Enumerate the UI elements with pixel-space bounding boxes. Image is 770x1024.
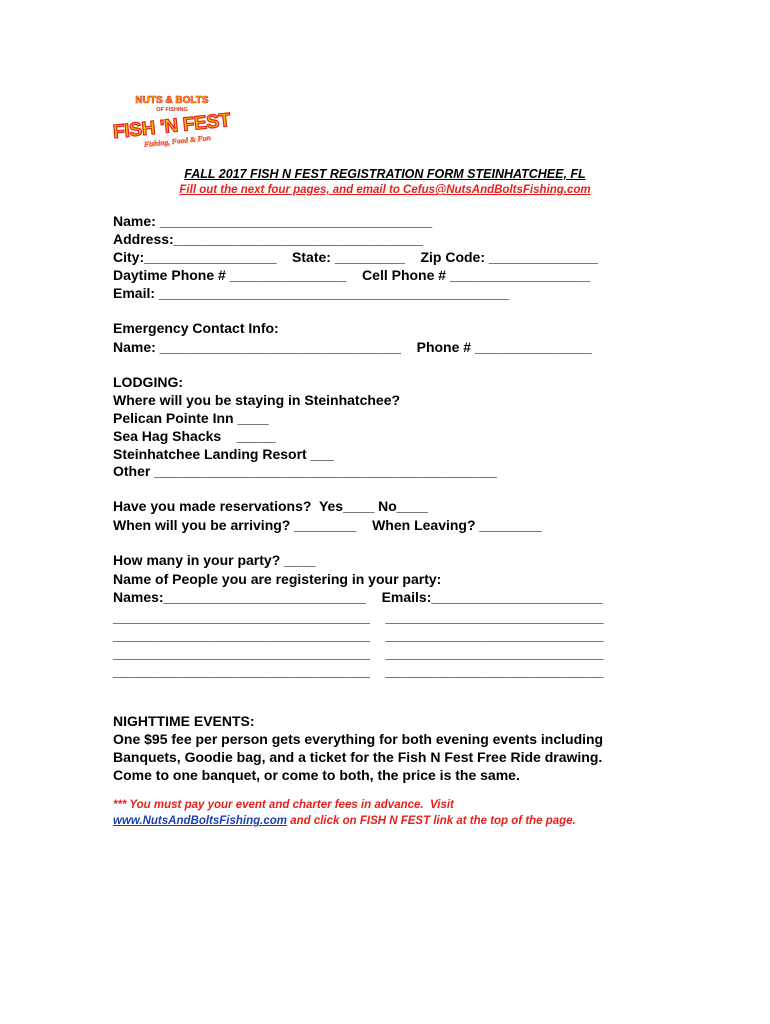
party-row[interactable]: _________________________________ ____________________________	[113, 663, 604, 679]
names-emails-header[interactable]: Names:__________________________ Emails:______________________	[113, 589, 603, 605]
party-row[interactable]: _________________________________ ____________________________	[113, 627, 604, 643]
nuts-and-bolts-fish-n-fest-logo	[108, 92, 236, 152]
lodging-option-steinhatchee-landing[interactable]: Steinhatchee Landing Resort ___	[113, 446, 334, 462]
lodging-question: Where will you be staying in Steinhatchee?	[113, 392, 401, 408]
address-field[interactable]: Address:________________________________	[113, 231, 423, 247]
lodging-option-pelican-pointe[interactable]: Pelican Pointe Inn ____	[113, 410, 269, 426]
lodging-option-sea-hag[interactable]: Sea Hag Shacks _____	[113, 428, 276, 444]
nighttime-events-text: Banquets, Goodie bag, and a ticket for the Fish N Fest Free Ride drawing.	[113, 749, 603, 765]
payment-notice-link-line	[113, 814, 576, 829]
nighttime-events-heading: NIGHTTIME EVENTS:	[113, 713, 255, 729]
nighttime-events-text: Come to one banquet, or come to both, the price is the same.	[113, 767, 520, 783]
emergency-name-phone-fields[interactable]: Name: _______________________________ Phone # _______________	[113, 339, 592, 355]
logo-tagline: Fishing, Food & Fun	[143, 133, 212, 149]
party-size-field[interactable]: How many in your party? ____	[113, 552, 316, 568]
party-row[interactable]: _________________________________ ____________________________	[113, 609, 604, 625]
reservations-question[interactable]: Have you made reservations? Yes____ No____	[113, 498, 428, 514]
arrival-leaving-fields[interactable]: When will you be arriving? ________ When Leaving? ________	[113, 517, 542, 533]
payment-notice-rest: and click on FISH N FEST link at the top of the page.	[287, 815, 576, 827]
logo-main-text: FISH 'N FEST	[112, 109, 232, 144]
party-heading: Name of People you are registering in your party:	[113, 571, 442, 587]
payment-notice: *** You must pay your event and charter fees in advance. Visit	[113, 799, 454, 811]
website-link[interactable]: www.NutsAndBoltsFishing.com	[113, 815, 287, 827]
logo-small-text: OF FISHING	[156, 107, 188, 113]
lodging-option-other[interactable]: Other ____________________________________________	[113, 463, 497, 479]
lodging-heading: LODGING:	[113, 374, 183, 390]
form-title: FALL 2017 FISH N FEST REGISTRATION FORM STEINHATCHEE, FL	[184, 167, 586, 181]
party-row[interactable]: _________________________________ ____________________________	[113, 645, 604, 661]
emergency-contact-heading: Emergency Contact Info:	[113, 320, 279, 336]
logo-top-text: NUTS & BOLTS	[135, 95, 209, 106]
nighttime-events-text: One $95 fee per person gets everything for both evening events including	[113, 731, 604, 747]
phone-fields[interactable]: Daytime Phone # _______________ Cell Phone # __________________	[113, 267, 591, 283]
name-field[interactable]: Name: ___________________________________	[113, 213, 433, 229]
city-state-zip-fields[interactable]: City:_________________ State: _________ Zip Code: ______________	[113, 249, 598, 265]
email-field[interactable]: Email: _____________________________________________	[113, 285, 510, 301]
form-subtitle-email-instructions: Fill out the next four pages, and email to Cefus@NutsAndBoltsFishing.com	[179, 184, 591, 196]
